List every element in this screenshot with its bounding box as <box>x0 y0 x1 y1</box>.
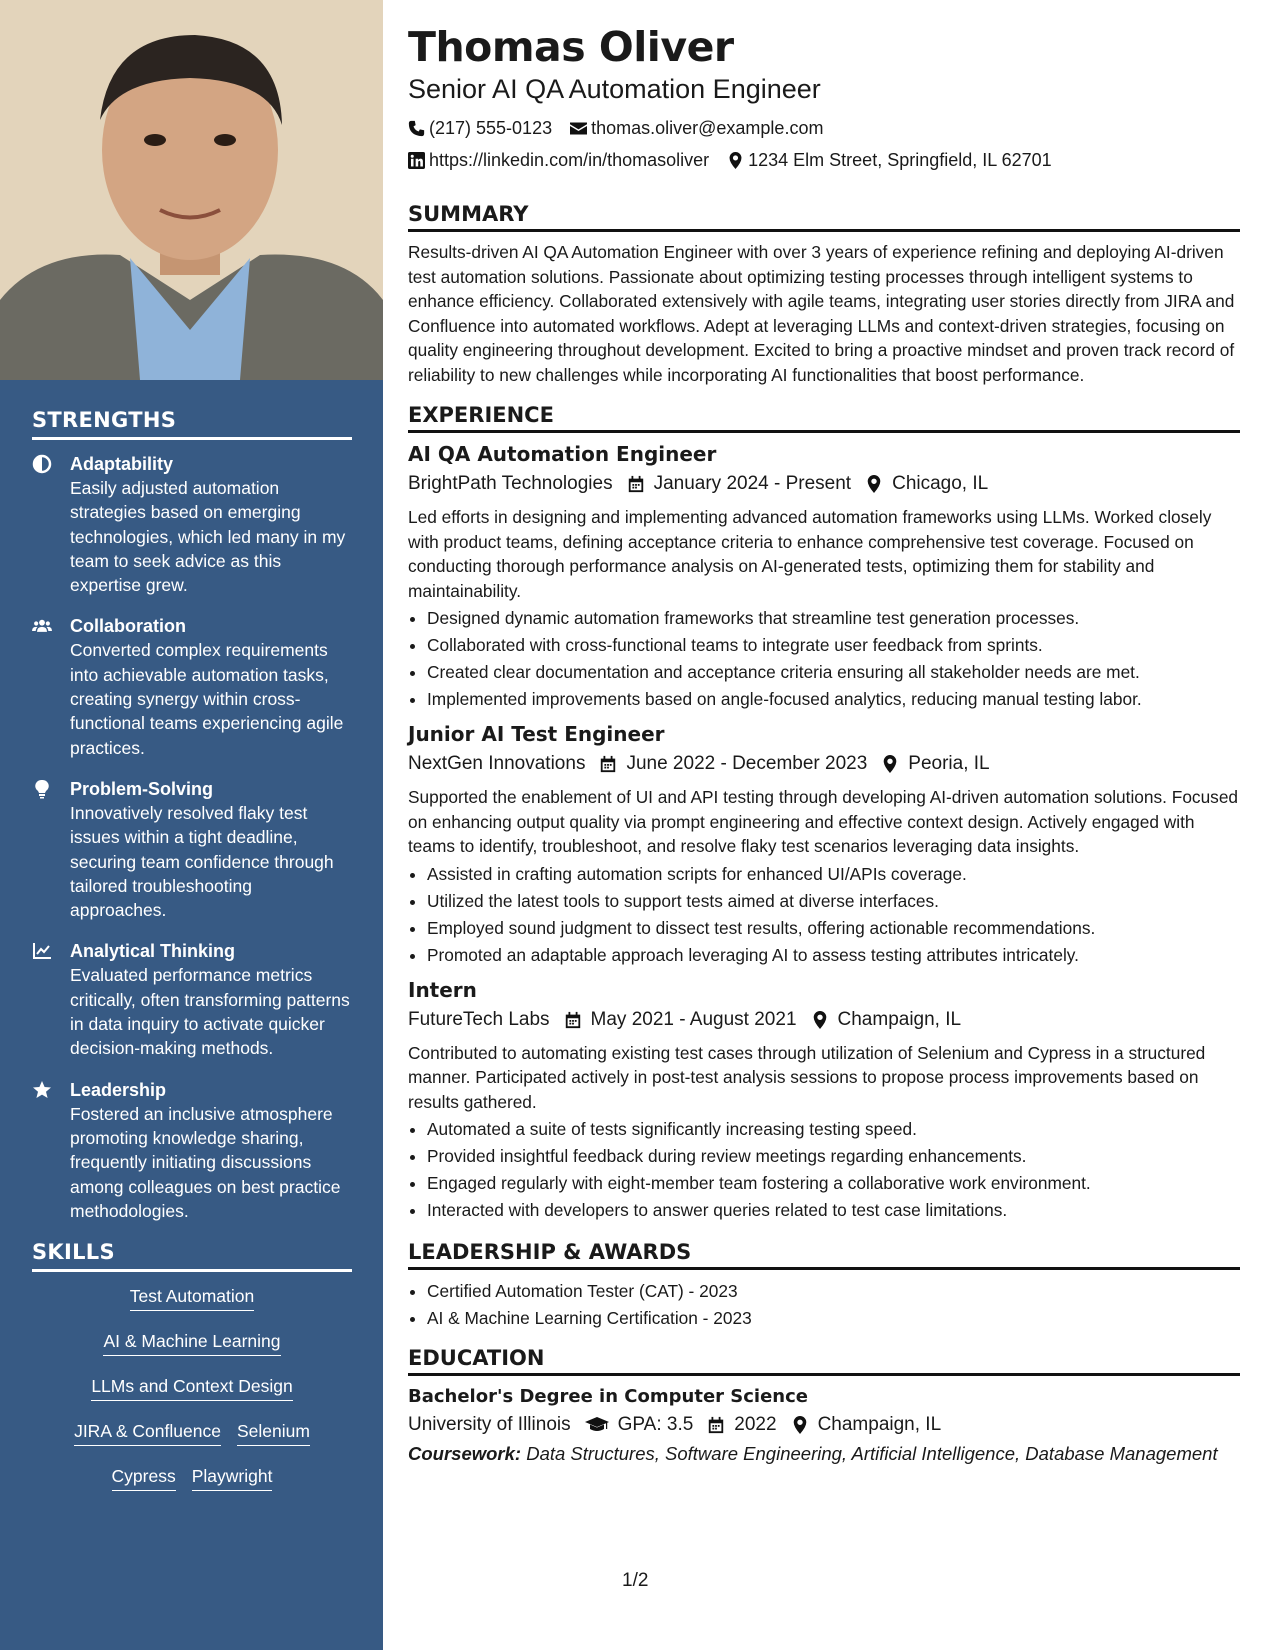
summary-heading: SUMMARY <box>408 202 1240 232</box>
job-bullet: • Collaborated with cross-functional teams to integrate user feedback from sprints. <box>427 632 1240 659</box>
calendar-icon <box>564 1011 582 1029</box>
job-dates: May 2021 - August 2021 <box>590 1008 797 1030</box>
gpa-text: GPA: 3.5 <box>617 1414 694 1435</box>
email-link[interactable]: thomas.oliver@example.com <box>591 118 824 138</box>
strength-desc: Evaluated performance metrics critically, often transforming patterns in data inquiry to activate quicker decision-making methods. <box>70 965 350 1059</box>
address-text: 1234 Elm Street, Springfield, IL 62701 <box>748 150 1052 170</box>
strength-desc: Fostered an inclusive atmosphere promoting knowledge sharing, frequently initiating discussions among colleagues on best practice methodologies. <box>70 1103 341 1221</box>
strength-title: Analytical Thinking <box>70 941 236 962</box>
job-title: Junior AI Test Engineer <box>408 722 665 746</box>
education-heading: EDUCATION <box>408 1346 1240 1376</box>
linkedin-link[interactable]: https://linkedin.com/in/thomasoliver <box>429 150 710 170</box>
school-name: University of Illinois <box>408 1414 571 1435</box>
job-location: Champaign, IL <box>837 1008 962 1030</box>
strength-title: Collaboration <box>70 616 186 637</box>
contact-row <box>408 112 1240 144</box>
strength-item <box>32 452 352 597</box>
contact-row <box>408 144 1240 176</box>
calendar-icon <box>627 475 645 493</box>
skill-tag: LLMs and Context Design <box>91 1376 292 1401</box>
job-bullet: • Promoted an adaptable approach leveraging AI to assess testing attributes intricately. <box>427 942 1240 969</box>
job-bullet: • Automated a suite of tests significantly increasing testing speed. <box>427 1116 1240 1143</box>
strength-item <box>32 939 352 1060</box>
star-icon <box>32 1080 52 1100</box>
summary-text: Results-driven AI QA Automation Engineer with over 3 years of experience refining and deploying AI-driven test automation solutions. Passionate about optimizing testing processes through intelligent systems to enhance efficiency. Collaborated extensively with agile teams, integrating user stories directly from JIRA and Confluence into automated workflows. Adept at leveraging LLMs and context-driven strategies, focusing on quality engineering throughout development. Excited to bring a proactive mindset and proven track record of reliability to new challenges while incorporating AI functionalities that boost performance. <box>408 242 1235 385</box>
linkedin-icon <box>408 152 425 169</box>
skill-tag: Playwright <box>192 1466 273 1491</box>
graduation-cap-icon <box>585 1416 609 1434</box>
lightbulb-icon <box>32 779 52 799</box>
strength-desc: Innovatively resolved flaky test issues within a tight deadline, securing team confidence through tailored troubleshooting approaches. <box>70 802 334 921</box>
company-name: BrightPath Technologies <box>408 473 613 494</box>
strength-desc: Converted complex requirements into achievable automation tasks, creating synergy within cross-functional teams experiencing agile practices. <box>70 640 344 758</box>
job-bullet: • Employed sound judgment to dissect test results, offering actionable recommendations. <box>427 915 1240 942</box>
skills-heading: SKILLS <box>32 1240 352 1272</box>
job-bullet: • Interacted with developers to answer queries related to test case limitations. <box>427 1197 1240 1224</box>
job-entry <box>408 441 1240 713</box>
strength-desc: Easily adjusted automation strategies based on emerging technologies, which led many in my team to seek advice as this expertise grew. <box>70 478 346 596</box>
strength-item <box>32 1078 352 1223</box>
map-pin-icon <box>811 1011 829 1029</box>
page-number: 1/2 <box>622 1570 649 1591</box>
map-pin-icon <box>865 475 883 493</box>
phone-text[interactable]: (217) 555-0123 <box>429 118 553 138</box>
awards-heading: LEADERSHIP & AWARDS <box>408 1240 1240 1270</box>
degree-title: Bachelor's Degree in Computer Science <box>408 1386 808 1407</box>
job-location: Chicago, IL <box>892 473 989 494</box>
envelope-icon <box>570 120 587 137</box>
skill-tag: Cypress <box>112 1466 176 1491</box>
school-location: Champaign, IL <box>817 1414 942 1435</box>
main-content <box>408 22 1240 1466</box>
job-bullet: • Created clear documentation and acceptance criteria ensuring all stakeholder needs are met. <box>427 659 1240 686</box>
strength-title: Problem-Solving <box>70 778 214 799</box>
strength-title: Adaptability <box>70 454 174 474</box>
job-entry <box>408 721 1240 969</box>
job-bullet: • Implemented improvements based on angle-focused analytics, reducing manual testing labor. <box>427 686 1240 713</box>
job-description: Contributed to automating existing test cases through utilization of Selenium and Cypress in a structured manner. Participated actively in post-test analysis sessions to propose process improvements based on results gathered. <box>408 1042 1206 1112</box>
job-bullet: • Utilized the latest tools to support tests aimed at diverse interfaces. <box>427 888 1240 915</box>
award-item: • AI & Machine Learning Certification - 2023 <box>427 1305 1240 1332</box>
coursework <box>408 1442 1240 1466</box>
phone-icon <box>408 120 425 137</box>
company-name: FutureTech Labs <box>408 1008 550 1030</box>
job-description: Supported the enablement of UI and API testing through developing AI-driven automation solutions. Focused on enhancing output quality via prompt engineering and effective context design. Actively engaged with teams to identify, troubleshoot, and resolve flaky test scenarios leveraging data insights. <box>408 787 1239 856</box>
award-item: • Certified Automation Tester (CAT) - 2023 <box>427 1278 1240 1305</box>
map-pin-icon <box>881 755 899 773</box>
coursework-label: Coursework: <box>408 1443 522 1464</box>
job-dates: June 2022 - December 2023 <box>626 753 868 774</box>
experience-heading: EXPERIENCE <box>408 403 1240 433</box>
job-bullet: • Engaged regularly with eight-member team fostering a collaborative work environment. <box>427 1170 1240 1197</box>
job-entry <box>408 977 1240 1225</box>
candidate-title: Senior AI QA Automation Engineer <box>408 74 821 104</box>
job-location: Peoria, IL <box>908 753 990 774</box>
job-dates: January 2024 - Present <box>653 473 852 494</box>
map-pin-icon <box>727 152 744 169</box>
skill-tag: Selenium <box>237 1421 310 1446</box>
strengths-heading: STRENGTHS <box>32 408 352 440</box>
skill-tag: AI & Machine Learning <box>103 1331 280 1356</box>
job-title: Intern <box>408 977 477 1002</box>
chart-line-icon <box>32 941 52 961</box>
job-bullet: • Designed dynamic automation frameworks that streamline test generation processes. <box>427 605 1240 632</box>
job-title: AI QA Automation Engineer <box>408 442 717 466</box>
job-bullet: • Assisted in crafting automation scripts for enhanced UI/APIs coverage. <box>427 861 1240 888</box>
company-name: NextGen Innovations <box>408 753 586 774</box>
graduation-year: 2022 <box>734 1414 777 1435</box>
skill-tag: Test Automation <box>130 1286 255 1311</box>
sidebar <box>0 0 383 1650</box>
strength-title: Leadership <box>70 1079 167 1100</box>
map-pin-icon <box>791 1416 809 1434</box>
calendar-icon <box>599 755 617 773</box>
coursework-list: Data Structures, Software Engineering, Artificial Intelligence, Database Management <box>526 1443 1218 1464</box>
strength-item <box>32 614 352 759</box>
strength-item <box>32 777 352 922</box>
profile-photo <box>0 0 383 380</box>
candidate-name: Thomas Oliver <box>408 23 734 71</box>
users-icon <box>32 616 52 636</box>
job-bullet: • Provided insightful feedback during review meetings regarding enhancements. <box>427 1143 1240 1170</box>
job-description: Led efforts in designing and implementing advanced automation frameworks using LLMs. Worked closely with product teams, defining acceptance criteria to enhance comprehensive test coverage. Focused on conducting thorough performance analysis on AI-generated tests, optimizing them for stability and maintainability. <box>408 507 1212 601</box>
half-circle-icon <box>32 454 52 474</box>
skill-tag: JIRA & Confluence <box>74 1421 221 1446</box>
calendar-icon <box>707 1416 725 1434</box>
